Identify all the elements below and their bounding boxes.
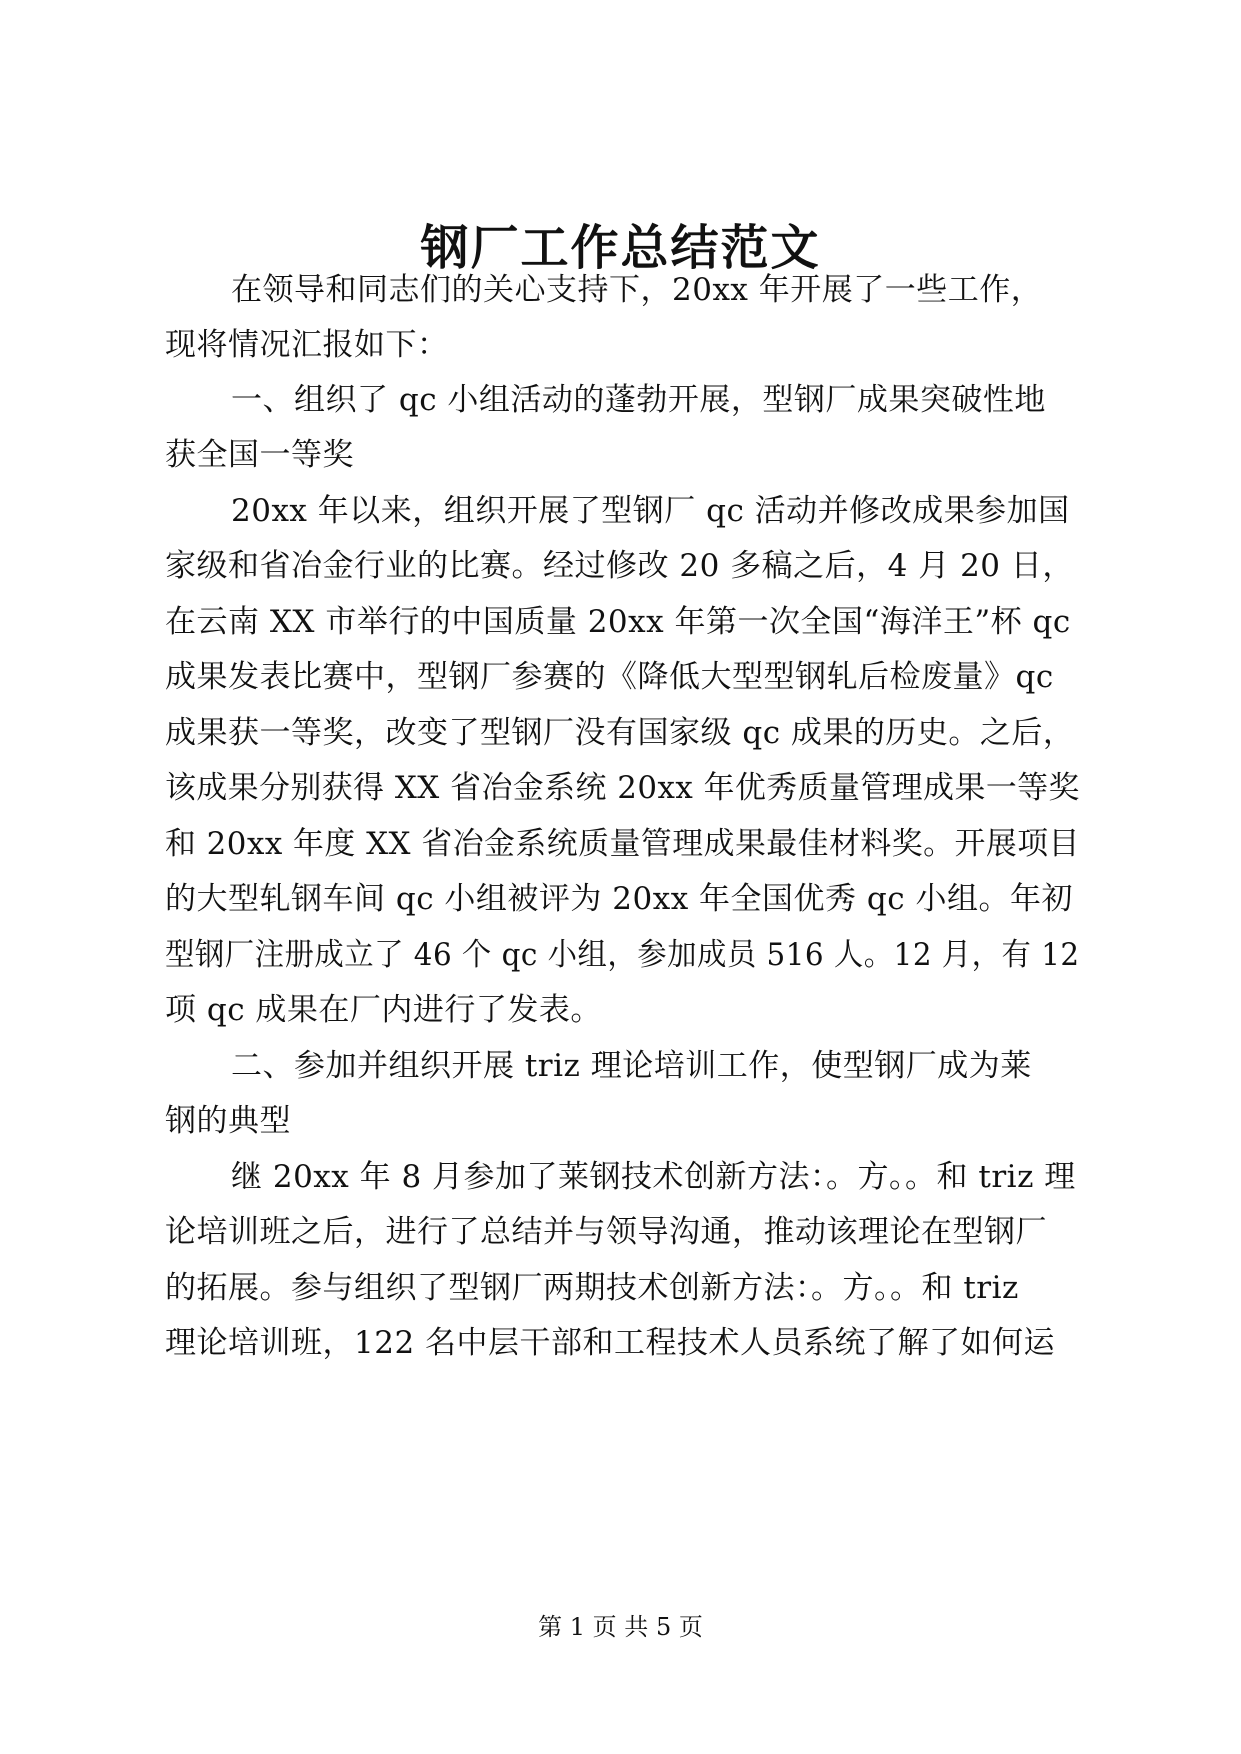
paragraph-line: 理论培训班，122 名中层干部和工程技术人员系统了解了如何运 — [165, 1325, 1056, 1361]
paragraph-line: 成果获一等奖，改变了型钢厂没有国家级 qc 成果的历史。之后， — [165, 715, 1075, 751]
document-title: 钢厂工作总结范文 — [420, 220, 821, 276]
paragraph-line: 20xx 年以来，组织开展了型钢厂 qc 活动并修改成果参加国 — [231, 493, 1070, 529]
section-heading-line: 获全国一等奖 — [165, 437, 354, 473]
paragraph-line: 项 qc 成果在厂内进行了发表。 — [165, 992, 602, 1028]
section-heading-line: 钢的典型 — [165, 1103, 291, 1139]
paragraph-line: 的拓展。参与组织了型钢厂两期技术创新方法：。方。。和 triz — [165, 1270, 1019, 1306]
paragraph-line: 家级和省冶金行业的比赛。经过修改 20 多稿之后，4 月 20 日， — [165, 548, 1074, 584]
paragraph-line: 在云南 XX 市举行的中国质量 20xx 年第一次全国“海洋王”杯 qc — [165, 604, 1071, 640]
paragraph-line: 继 20xx 年 8 月参加了莱钢技术创新方法：。方。。和 triz 理 — [231, 1159, 1076, 1195]
paragraph-line: 成果发表比赛中，型钢厂参赛的《降低大型型钢轧后检废量》qc — [165, 659, 1054, 695]
paragraph-line: 现将情况汇报如下： — [165, 327, 449, 363]
paragraph-line: 型钢厂注册成立了 46 个 qc 小组，参加成员 516 人。12 月，有 12 — [165, 937, 1080, 973]
page-footer: 第 1 页 共 5 页 — [538, 1613, 703, 1641]
paragraph-line: 在领导和同志们的关心支持下，20xx 年开展了一些工作， — [231, 272, 1043, 308]
section-heading-line: 一、组织了 qc 小组活动的蓬勃开展，型钢厂成果突破性地 — [231, 382, 1046, 418]
section-heading-line: 二、参加并组织开展 triz 理论培训工作，使型钢厂成为莱 — [231, 1048, 1032, 1084]
paragraph-line: 的大型轧钢车间 qc 小组被评为 20xx 年全国优秀 qc 小组。年初 — [165, 881, 1073, 917]
paragraph-line: 论培训班之后，进行了总结并与领导沟通，推动该理论在型钢厂 — [165, 1214, 1047, 1250]
paragraph-line: 该成果分别获得 XX 省冶金系统 20xx 年优秀质量管理成果一等奖 — [165, 770, 1080, 806]
paragraph-line: 和 20xx 年度 XX 省冶金系统质量管理成果最佳材料奖。开展项目 — [165, 826, 1080, 862]
